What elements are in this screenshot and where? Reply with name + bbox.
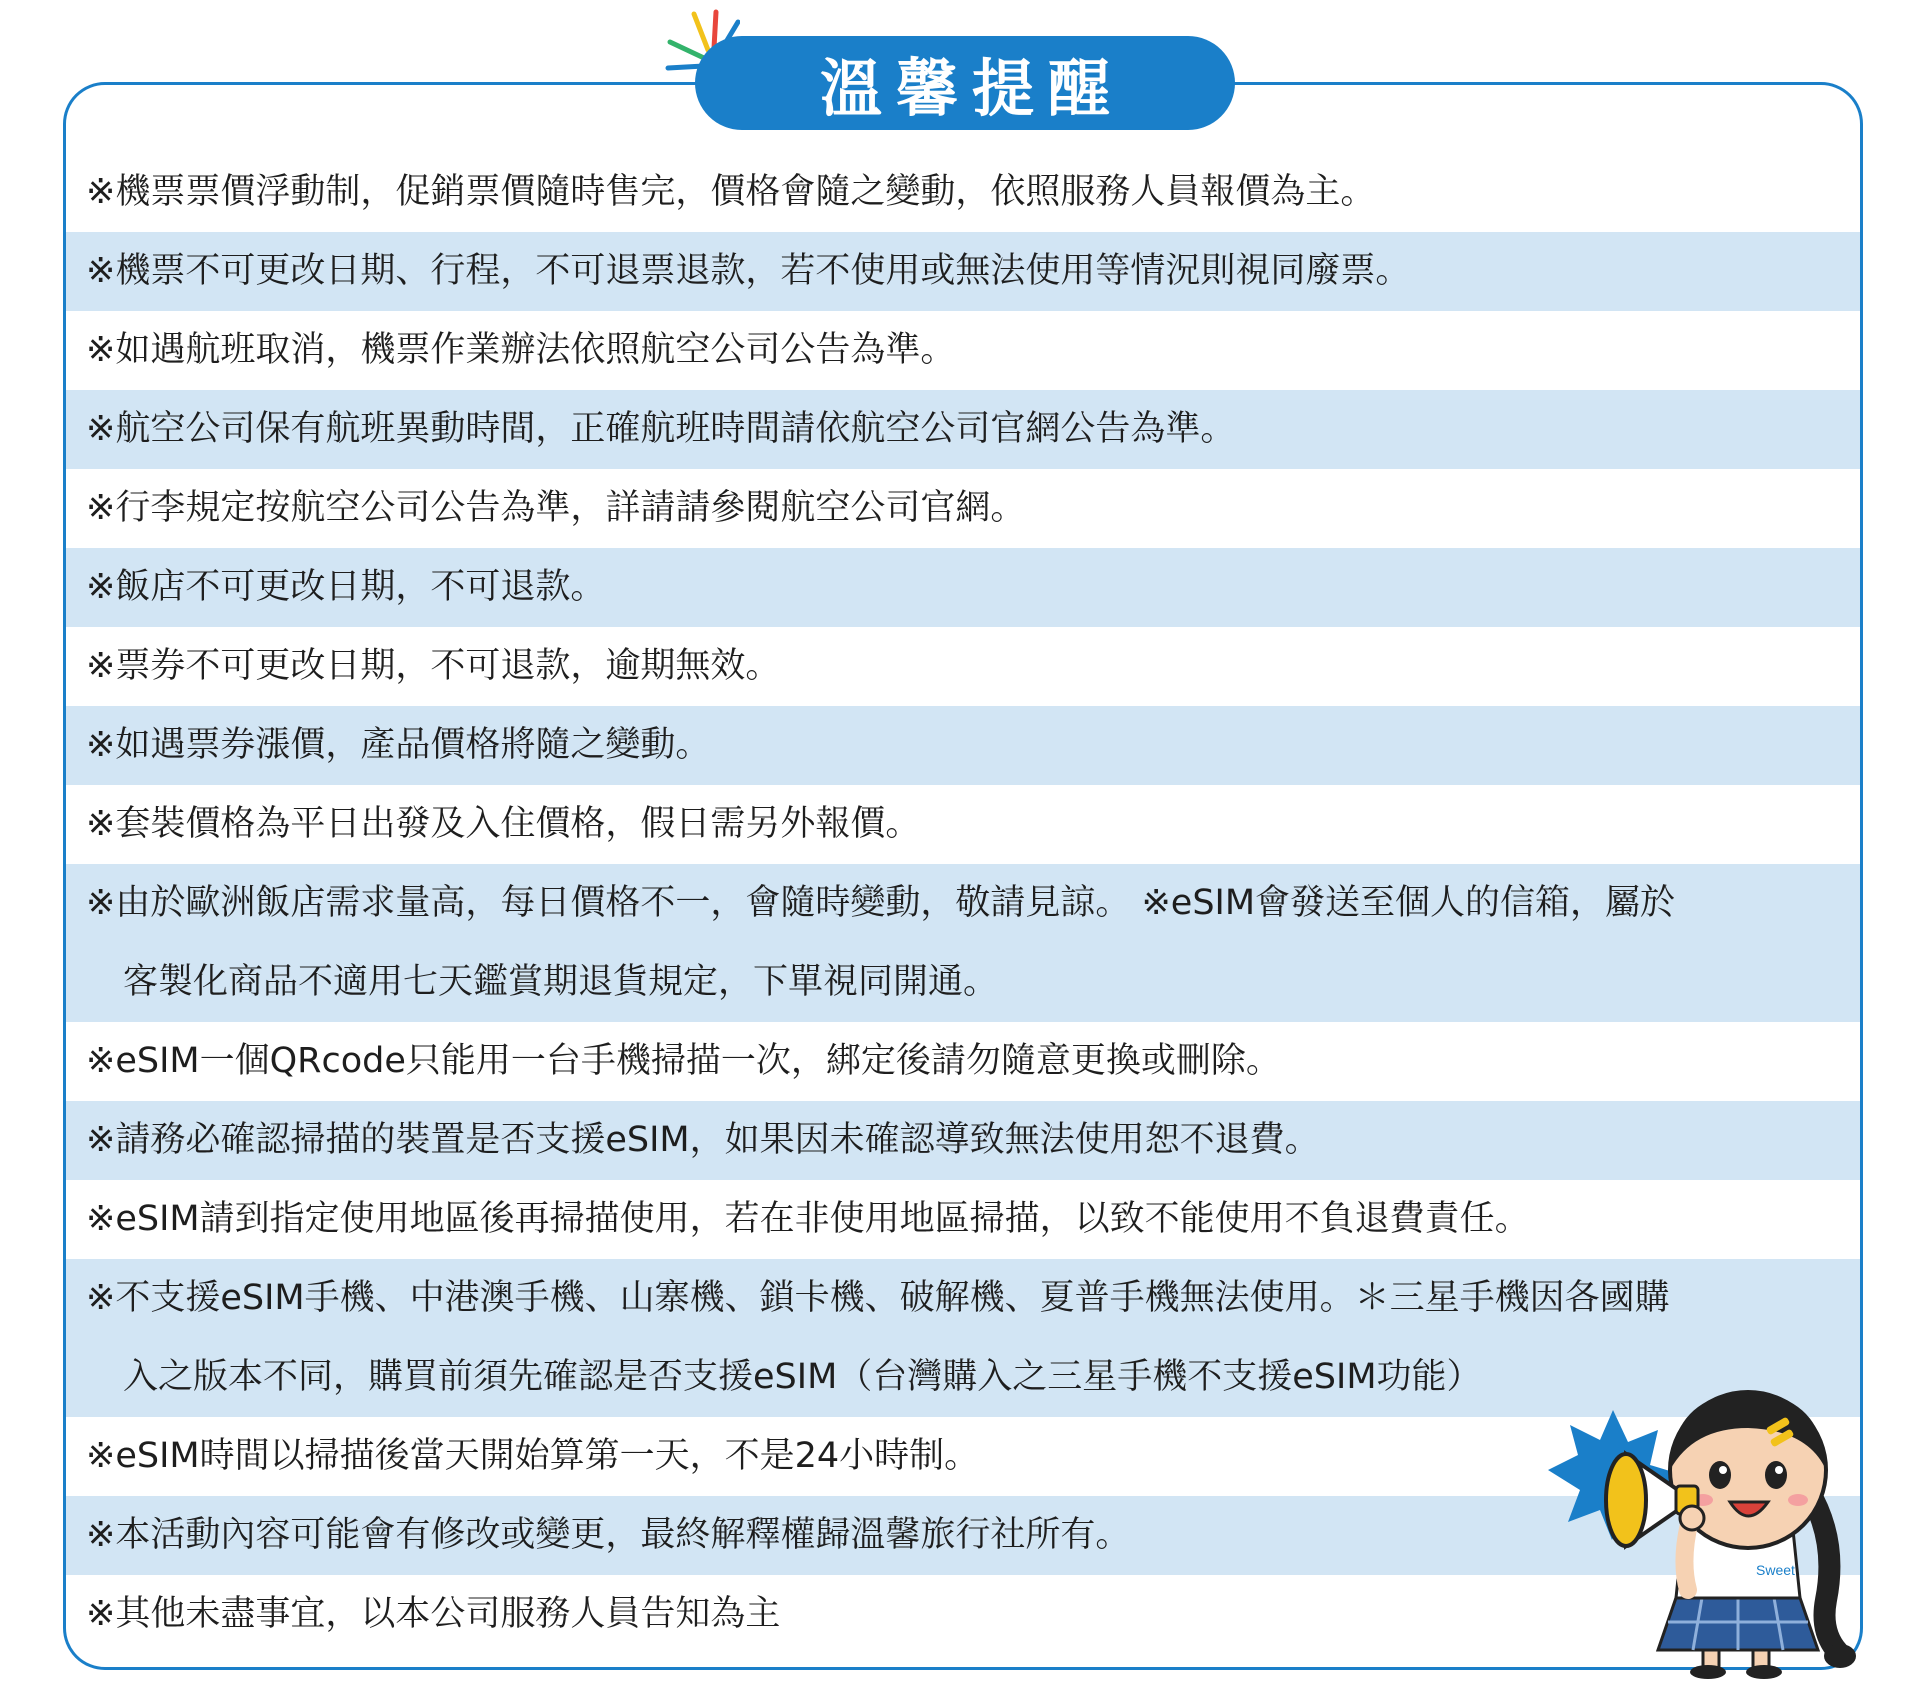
notice-text-continued: 客製化商品不適用七天鑑賞期退貨規定，下單視同開通。: [123, 962, 999, 1002]
notice-text: ※如遇航班取消，機票作業辦法依照航空公司公告為準。: [86, 330, 956, 370]
notice-row: [66, 864, 1860, 1022]
notice-row: [66, 1022, 1860, 1101]
title-banner: [695, 36, 1235, 130]
notice-text-continued: 入之版本不同，購買前須先確認是否支援eSIM（台灣購入之三星手機不支援eSIM功能）: [123, 1357, 1482, 1397]
notice-row: [66, 390, 1860, 469]
mascot-girl-megaphone-illustration: [1508, 1370, 1868, 1680]
notice-row: [66, 153, 1860, 232]
notice-text: ※本活動內容可能會有修改或變更，最終解釋權歸溫馨旅行社所有。: [86, 1515, 1131, 1555]
notice-text: ※行李規定按航空公司公告為準，詳請請參閱航空公司官網。: [86, 488, 1026, 528]
notice-text: ※機票不可更改日期、行程，不可退票退款，若不使用或無法使用等情況則視同廢票。: [86, 251, 1411, 291]
notice-row: [66, 706, 1860, 785]
notice-text: ※由於歐洲飯店需求量高，每日價格不一，會隨時變動，敬請見諒。 ※eSIM會發送至個人的信箱，屬於: [86, 883, 1676, 923]
notice-row: [66, 469, 1860, 548]
notice-text: ※航空公司保有航班異動時間，正確航班時間請依航空公司官網公告為準。: [86, 409, 1236, 449]
notice-row: [66, 232, 1860, 311]
title-pill: [695, 36, 1235, 130]
notice-row: [66, 1101, 1860, 1180]
notice-row: [66, 311, 1860, 390]
notice-row: [66, 785, 1860, 864]
notice-text: ※機票票價浮動制，促銷票價隨時售完，價格會隨之變動，依照服務人員報價為主。: [86, 172, 1376, 212]
notice-text: ※如遇票券漲價，產品價格將隨之變動。: [86, 725, 711, 765]
notice-text: ※eSIM一個QRcode只能用一台手機掃描一次，綁定後請勿隨意更換或刪除。: [86, 1041, 1281, 1081]
notice-text: ※套裝價格為平日出發及入住價格，假日需另外報價。: [86, 804, 921, 844]
notice-text: ※請務必確認掃描的裝置是否支援eSIM，如果因未確認導致無法使用恕不退費。: [86, 1120, 1320, 1160]
notice-row: [66, 627, 1860, 706]
notice-row: [66, 1180, 1860, 1259]
notice-text: ※eSIM時間以掃描後當天開始算第一天，不是24小時制。: [86, 1436, 980, 1476]
notice-text: ※其他未盡事宜，以本公司服務人員告知為主: [86, 1594, 781, 1634]
shirt-text: Sweet: [1756, 1562, 1795, 1578]
notice-text: ※票券不可更改日期，不可退款，逾期無效。: [86, 646, 781, 686]
notice-text: ※飯店不可更改日期，不可退款。: [86, 567, 606, 607]
notice-row: [66, 548, 1860, 627]
notice-text: ※不支援eSIM手機、中港澳手機、山寨機、鎖卡機、破解機、夏普手機無法使用。＊三星手機因各國購: [86, 1278, 1670, 1318]
notice-text: ※eSIM請到指定使用地區後再掃描使用，若在非使用地區掃描，以致不能使用不負退費責任。: [86, 1199, 1530, 1239]
page-title: 溫馨提醒: [819, 51, 1124, 125]
